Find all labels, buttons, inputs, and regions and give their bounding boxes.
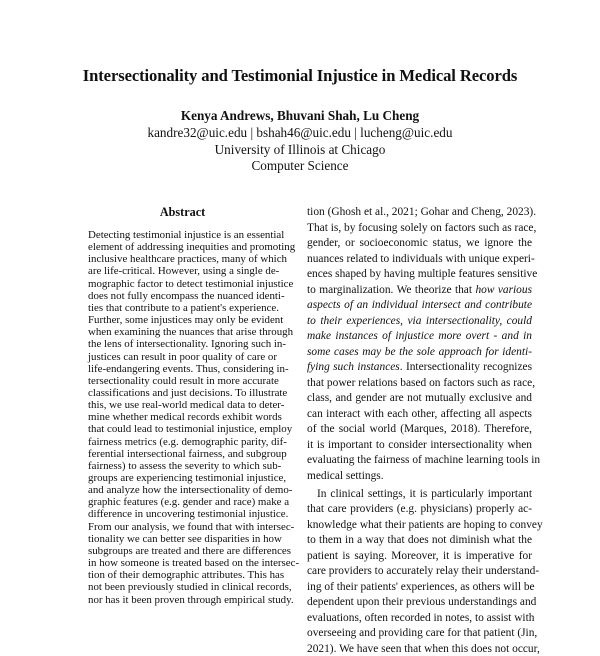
abstract-line: justices can result in poor quality of care or bbox=[88, 350, 277, 363]
emphasized-text: some cases may be the sole approach for identi- bbox=[307, 345, 532, 358]
abstract-line: this, we use real-world medical data to deter- bbox=[88, 399, 285, 412]
body-line: nuances related to individuals with unique experi- bbox=[307, 252, 535, 265]
body-line bbox=[307, 330, 532, 343]
abstract-heading: Abstract bbox=[159, 205, 206, 219]
body-line bbox=[307, 315, 532, 328]
body-line: knowledge what their patients are hoping to convey bbox=[307, 518, 543, 531]
department: Computer Science bbox=[251, 158, 349, 173]
abstract-line: mine whether medical records exhibit words bbox=[88, 411, 282, 424]
emphasized-text: how various bbox=[475, 283, 532, 296]
body-line: it is important to consider intersectionality when bbox=[307, 438, 532, 451]
abstract-line: inclusive healthcare practices, many of which bbox=[88, 253, 287, 266]
body-line: ences shaped by having multiple features sensitive bbox=[307, 268, 538, 280]
author-emails: kandre32@uic.edu | bshah46@uic.edu | lucheng@uic.edu bbox=[147, 125, 453, 140]
abstract-line: ties that contribute to a patient's experience. bbox=[88, 301, 279, 314]
abstract-line: subgroups are treated and there are differences bbox=[88, 544, 291, 557]
body-text: . Intersectionality recognizes bbox=[399, 361, 532, 373]
body-line: overseeing and providing care for that patient (Jin, bbox=[307, 627, 538, 640]
abstract-line: does not fully encompass the nuanced identi- bbox=[88, 289, 285, 302]
paper-title: Intersectionality and Testimonial Injustice in Medical Records bbox=[82, 66, 518, 85]
body-line: care providers to accurately relay their understand- bbox=[307, 565, 540, 578]
body-line: patient is saying. Moreover, it is imperative for bbox=[307, 549, 532, 562]
abstract-line: From our analysis, we found that with intersec- bbox=[88, 520, 295, 533]
body-line bbox=[307, 346, 532, 359]
abstract-line: Further, some injustices may only be evident bbox=[88, 314, 284, 327]
body-line: to them in a way that does not diminish what the bbox=[307, 534, 532, 547]
body-line bbox=[307, 284, 532, 297]
body-line: that power relations based on factors such as race, bbox=[307, 376, 536, 389]
abstract-line: life-endangering events. Thus, considering in- bbox=[88, 362, 289, 375]
body-line: 2021). We have seen that when this does not occur, bbox=[307, 642, 540, 655]
abstract-line: difference in uncovering testimonial injustice. bbox=[88, 508, 289, 521]
abstract-line: not been previously studied in clinical records, bbox=[88, 581, 292, 594]
emphasized-text: make instances of injustice more overt - and in bbox=[307, 330, 532, 342]
abstract-line: when examining the nuances that arise through bbox=[88, 326, 294, 339]
abstract-line: mographic factor to detect testimonial injustice bbox=[88, 277, 294, 290]
body-line: of the social world (Marques, 2018). Therefore, bbox=[307, 423, 532, 435]
body-line: evaluations, often recorded in notes, to assist with bbox=[307, 611, 535, 624]
body-line bbox=[307, 361, 532, 374]
abstract-line: element of addressing inequities and promoting bbox=[88, 241, 296, 254]
body-line: can interact with each other, affecting all aspects bbox=[307, 407, 532, 420]
abstract-line: graphic features (e.g. gender and race) make a bbox=[88, 496, 290, 509]
abstract-line: tion of their demographic attributes. This has bbox=[88, 569, 285, 582]
abstract-line: in how someone is treated based on the intersec- bbox=[88, 557, 300, 570]
abstract-line: tersectionality could result in more accurate bbox=[88, 374, 279, 387]
body-line: gender, or socioeconomic status, we ignore the bbox=[307, 237, 532, 249]
body-line: tion (Ghosh et al., 2021; Gohar and Cheng, 2023). bbox=[307, 206, 537, 218]
abstract-line: the lens of intersectionality. Ignoring such in- bbox=[88, 338, 286, 351]
abstract-line: are life-critical. However, using a single de- bbox=[88, 265, 280, 278]
body-line: dependent upon their previous understandings and bbox=[307, 596, 537, 609]
abstract-line: ferential intersectional fairness, and subgroup bbox=[88, 447, 287, 460]
body-text: to marginalization. We theorize that bbox=[307, 283, 476, 296]
abstract-line: fairness metrics (e.g. demographic parity, dif- bbox=[88, 435, 287, 448]
abstract-line: classifications and just decisions. To illustrate bbox=[88, 386, 288, 399]
abstract-line: that could lead to testimonial injustice, employ bbox=[88, 423, 293, 436]
body-line: In clinical settings, it is particularly important bbox=[317, 487, 532, 500]
body-line: ing of their patients' experiences, as others will be bbox=[307, 580, 535, 593]
emphasized-text: aspects of an individual intersect and contribute bbox=[307, 299, 532, 311]
body-line bbox=[307, 299, 532, 312]
abstract-line: Detecting testimonial injustice is an essential bbox=[88, 229, 285, 241]
body-line: that care providers (e.g. physicians) properly ac- bbox=[307, 503, 532, 516]
abstract-line: and analyze how the intersectionality of demo- bbox=[88, 484, 293, 497]
affiliation: University of Illinois at Chicago bbox=[214, 142, 386, 157]
abstract-line: groups are experiencing testimonial injustice, bbox=[88, 472, 287, 484]
author-names: Kenya Andrews, Bhuvani Shah, Lu Cheng bbox=[180, 108, 420, 123]
emphasized-text: to their experiences, via intersectionality, could bbox=[307, 314, 532, 327]
abstract-line: tionality we can better see disparities in how bbox=[88, 532, 282, 545]
abstract-line: nor has it been proven through empirical study. bbox=[88, 593, 294, 606]
emphasized-text: fying such instances bbox=[307, 361, 400, 373]
abstract-line: fairness) to assess the severity to which sub- bbox=[88, 459, 282, 472]
body-line: evaluating the fairness of machine learning tools in bbox=[307, 454, 541, 466]
body-line: class, and gender are not mutually exclusive and bbox=[307, 392, 532, 404]
body-line: medical settings. bbox=[307, 469, 384, 482]
body-line: That is, by focusing solely on factors such as race, bbox=[307, 221, 537, 234]
